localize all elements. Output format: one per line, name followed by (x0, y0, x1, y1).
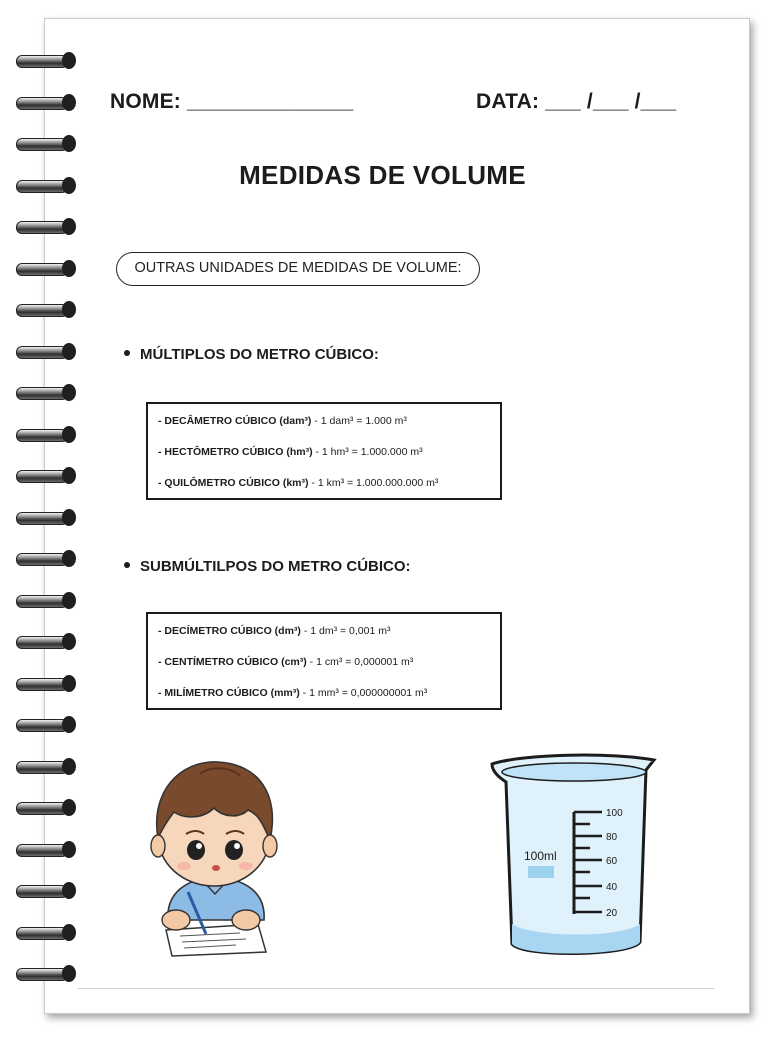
ring-wire (16, 595, 68, 608)
ring-wire (16, 885, 68, 898)
spiral-ring-icon (16, 135, 80, 153)
ring-wire (16, 512, 68, 525)
ring-hole (62, 135, 76, 152)
ring-wire (16, 802, 68, 815)
ring-hole (62, 882, 76, 899)
spiral-ring-icon (16, 426, 80, 444)
ring-wire (16, 678, 68, 691)
submultiples-heading-text: SUBMÚLTILPOS DO METRO CÚBICO: (140, 558, 411, 575)
ring-hole (62, 509, 76, 526)
unit-value: - 1 dm³ = 0,001 m³ (300, 625, 391, 637)
multiples-heading (124, 346, 379, 363)
ring-wire (16, 761, 68, 774)
bullet-icon (124, 350, 130, 356)
page-bottom-line (78, 988, 714, 989)
ring-hole (62, 965, 76, 982)
unit-row (158, 621, 500, 652)
spiral-ring-icon (16, 218, 80, 236)
spiral-ring-icon (16, 467, 80, 485)
ring-hole (62, 94, 76, 111)
section-pill-label: OUTRAS UNIDADES DE MEDIDAS DE VOLUME: (116, 252, 480, 286)
ring-hole (62, 52, 76, 69)
ring-wire (16, 304, 68, 317)
spiral-ring-icon (16, 924, 80, 942)
ring-wire (16, 346, 68, 359)
bullet-icon (124, 562, 130, 568)
unit-row (158, 683, 500, 714)
unit-row (158, 473, 500, 504)
ring-hole (62, 260, 76, 277)
beaker-tick-label: 100 (606, 808, 623, 819)
measuring-beaker-illustration (482, 748, 660, 960)
ring-hole (62, 550, 76, 567)
ring-hole (62, 301, 76, 318)
beaker-tick-label: 20 (606, 908, 618, 919)
ring-wire (16, 719, 68, 732)
ring-wire (16, 470, 68, 483)
ring-hole (62, 467, 76, 484)
ring-wire (16, 263, 68, 276)
ring-wire (16, 968, 68, 981)
unit-name: - DECÂMETRO CÚBICO (dam³) (158, 415, 312, 427)
ring-wire (16, 221, 68, 234)
spiral-ring-icon (16, 965, 80, 983)
ring-hole (62, 384, 76, 401)
spiral-ring-icon (16, 675, 80, 693)
date-field-label: DATA: ___ /___ /___ (476, 90, 677, 113)
ring-hole (62, 592, 76, 609)
spiral-ring-icon (16, 633, 80, 651)
ring-hole (62, 218, 76, 235)
spiral-binding-icon (16, 52, 80, 992)
ring-wire (16, 55, 68, 68)
unit-name: - MILÍMETRO CÚBICO (mm³) (158, 687, 300, 699)
unit-value: - 1 dam³ = 1.000 m³ (311, 415, 407, 427)
ring-wire (16, 387, 68, 400)
page-title: MEDIDAS DE VOLUME (239, 160, 526, 190)
spiral-ring-icon (16, 758, 80, 776)
boy-writing-illustration (140, 752, 290, 958)
ring-wire (16, 636, 68, 649)
spiral-ring-icon (16, 882, 80, 900)
ring-hole (62, 924, 76, 941)
unit-row (158, 411, 500, 442)
spiral-ring-icon (16, 592, 80, 610)
unit-row (158, 442, 500, 473)
multiples-box (146, 402, 502, 500)
unit-name: - CENTÍMETRO CÚBICO (cm³) (158, 656, 307, 668)
unit-value: - 1 cm³ = 0,000001 m³ (306, 656, 414, 668)
ring-hole (62, 758, 76, 775)
spiral-ring-icon (16, 550, 80, 568)
spiral-ring-icon (16, 343, 80, 361)
ring-hole (62, 841, 76, 858)
ring-hole (62, 343, 76, 360)
multiples-heading-text: MÚLTIPLOS DO METRO CÚBICO: (140, 346, 379, 363)
ring-hole (62, 675, 76, 692)
ring-wire (16, 927, 68, 940)
submultiples-box (146, 612, 502, 710)
spiral-ring-icon (16, 94, 80, 112)
ring-wire (16, 429, 68, 442)
name-field-label: NOME: ______________ (110, 90, 354, 113)
ring-hole (62, 716, 76, 733)
beaker-tick-label: 60 (606, 856, 618, 867)
spiral-ring-icon (16, 260, 80, 278)
unit-value: - 1 mm³ = 0,000000001 m³ (299, 687, 428, 699)
ring-wire (16, 138, 68, 151)
unit-name: - DECÍMETRO CÚBICO (dm³) (158, 625, 301, 637)
unit-name: - QUILÔMETRO CÚBICO (km³) (158, 477, 309, 489)
ring-wire (16, 97, 68, 110)
unit-name: - HECTÔMETRO CÚBICO (hm³) (158, 446, 313, 458)
ring-hole (62, 426, 76, 443)
spiral-ring-icon (16, 716, 80, 734)
beaker-tick-label: 80 (606, 832, 618, 843)
unit-row (158, 652, 500, 683)
beaker-tick-label: 40 (606, 882, 618, 893)
ring-wire (16, 844, 68, 857)
spiral-ring-icon (16, 301, 80, 319)
spiral-ring-icon (16, 52, 80, 70)
ring-wire (16, 553, 68, 566)
spiral-ring-icon (16, 841, 80, 859)
beaker-volume-label: 100ml (524, 849, 557, 863)
spiral-ring-icon (16, 509, 80, 527)
unit-value: - 1 km³ = 1.000.000.000 m³ (308, 477, 439, 489)
ring-hole (62, 633, 76, 650)
spiral-ring-icon (16, 799, 80, 817)
spiral-ring-icon (16, 384, 80, 402)
ring-hole (62, 799, 76, 816)
unit-value: - 1 hm³ = 1.000.000 m³ (312, 446, 423, 458)
submultiples-heading (124, 558, 411, 575)
